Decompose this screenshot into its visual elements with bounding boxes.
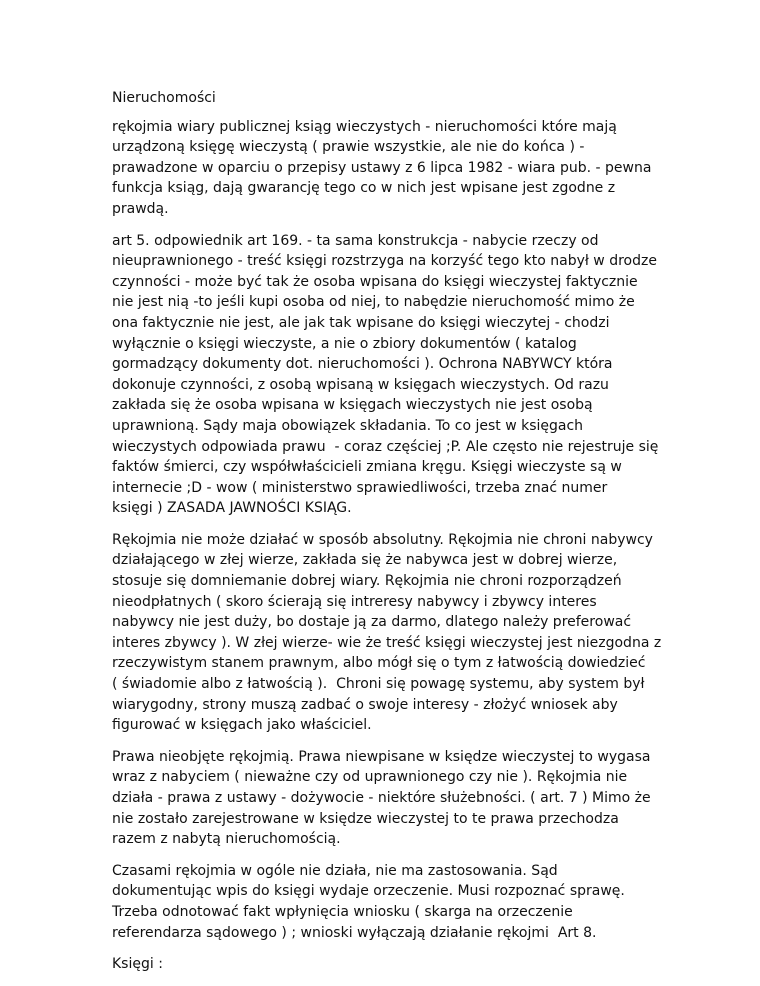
text-line: Trzeba odnotować fakt wpłynięcia wniosku ( skarga na orzeczenie [112, 903, 573, 920]
document-page [112, 88, 662, 986]
document-title: Nieruchomości [112, 90, 216, 106]
text-line: ( świadomie albo z łatwością ). Chroni się powagę systemu, aby system był [112, 676, 645, 693]
text-line: urządzoną księgę wieczystą ( prawie wszystkie, ale nie do końca ) - [112, 139, 585, 156]
text-line: gormadzący dokumenty dot. nieruchomości ). Ochrona NABYWCY która [112, 356, 613, 373]
text-line: rękojmia wiary publicznej ksiąg wieczystych - nieruchomości które mają [112, 118, 617, 135]
text-line: wiarygodny, strony muszą zadbać o swoje interesy - złożyć wniosek aby [112, 696, 618, 713]
text-line: działającego w złej wierze, zakłada się że nabywca jest w dobrej wierze, [112, 552, 618, 569]
text-line: funkcja ksiąg, dają gwarancję tego co w nich jest wpisane jest zgodne z [112, 180, 616, 197]
text-line: księgi ) ZASADA JAWNOŚCI KSIĄG. [112, 500, 352, 517]
text-line: referendarza sądowego ) ; wnioski wyłączają działanie rękojmi Art 8. [112, 924, 597, 941]
text-line: faktów śmierci, czy współwłaścicieli zmiana kręgu. Księgi wieczyste są w [112, 459, 622, 476]
text-line: nieuprawnionego - treść księgi rozstrzyga na korzyść tego kto nabył w drodze [112, 253, 657, 270]
text-line: uprawnioną. Sądy maja obowiązek składania. To co jest w księgach [112, 417, 584, 434]
text-line: Prawa nieobjęte rękojmią. Prawa niewpisane w księdze wieczystej to wygasa [112, 748, 651, 765]
text-line: wraz z nabyciem ( nieważne czy od uprawnionego czy nie ). Rękojmia nie [112, 769, 628, 786]
text-line: Rękojmia nie może działać w sposób absolutny. Rękojmia nie chroni nabywcy [112, 531, 653, 548]
text-line: Czasami rękojmia w ogóle nie działa, nie ma zastosowania. Sąd [112, 862, 558, 879]
text-line: nie zostało zarejestrowane w księdze wieczystej to te prawa przechodza [112, 810, 619, 827]
text-line: stosuje się domniemanie dobrej wiary. Rękojmia nie chroni rozporządzeń [112, 573, 622, 590]
text-line: dokumentując wpis do księgi wydaje orzeczenie. Musi rozpoznać sprawę. [112, 883, 625, 900]
text-line: prawadzone w oparciu o przepisy ustawy z 6 lipca 1982 - wiara pub. - pewna [112, 159, 652, 176]
paragraph-art-5 [112, 231, 659, 519]
text-line: rzeczywistym stanem prawnym, albo mógł się o tym z łatwością dowiedzieć [112, 655, 646, 672]
paragraph-ksiegi [112, 954, 652, 975]
paragraph-rekojmia-intro [112, 117, 652, 220]
text-line: nabywcy nie jest duży, bo dostaje ją za darmo, dlatego należy preferować [112, 614, 632, 631]
text-line: ona faktycznie nie jest, ale jak tak wpisane do księgi wieczytej - chodzi [112, 314, 610, 331]
text-line: prawdą. [112, 200, 169, 217]
text-line: interes zbywcy ). W złej wierze- wie że treść księgi wieczystej jest niezgodna z [112, 634, 662, 651]
text-line: wyłącznie o księgi wieczyste, a nie o zbiory dokumentów ( katalog [112, 335, 577, 352]
text-line: dokonuje czynności, z osobą wpisaną w księgach wieczystych. Od razu [112, 376, 609, 393]
text-line: wieczystych odpowiada prawu - coraz częściej ;P. Ale często nie rejestruje się [112, 438, 659, 455]
text-line: działa - prawa z ustawy - dożywocie - niektóre służebności. ( art. 7 ) Mimo że [112, 790, 651, 806]
text-line: Księgi : [112, 956, 163, 973]
text-line: razem z nabytą nieruchomością. [112, 831, 341, 848]
text-line: nieodpłatnych ( skoro ścierają się intreresy nabywcy i zbywcy interes [112, 593, 597, 610]
text-line: art 5. odpowiednik art 169. - ta sama konstrukcja - nabycie rzeczy od [112, 232, 599, 249]
paragraph-czasami [112, 861, 652, 943]
paragraph-rekojmia-limits [112, 530, 662, 736]
text-line: internecie ;D - wow ( ministerstwo sprawiedliwości, trzeba znać numer [112, 479, 608, 496]
text-line: zakłada się że osoba wpisana w księgach wieczystych nie jest osobą [112, 397, 593, 414]
paragraph-prawa-nieobjete [112, 747, 652, 850]
text-line: nie jest nią -to jeśli kupi osoba od niej, to nabędzie nieruchomość mimo że [112, 294, 635, 311]
text-line: czynności - może być tak że osoba wpisana do księgi wieczystej faktycznie [112, 273, 638, 290]
text-line: figurować w księgach jako właściciel. [112, 717, 372, 734]
